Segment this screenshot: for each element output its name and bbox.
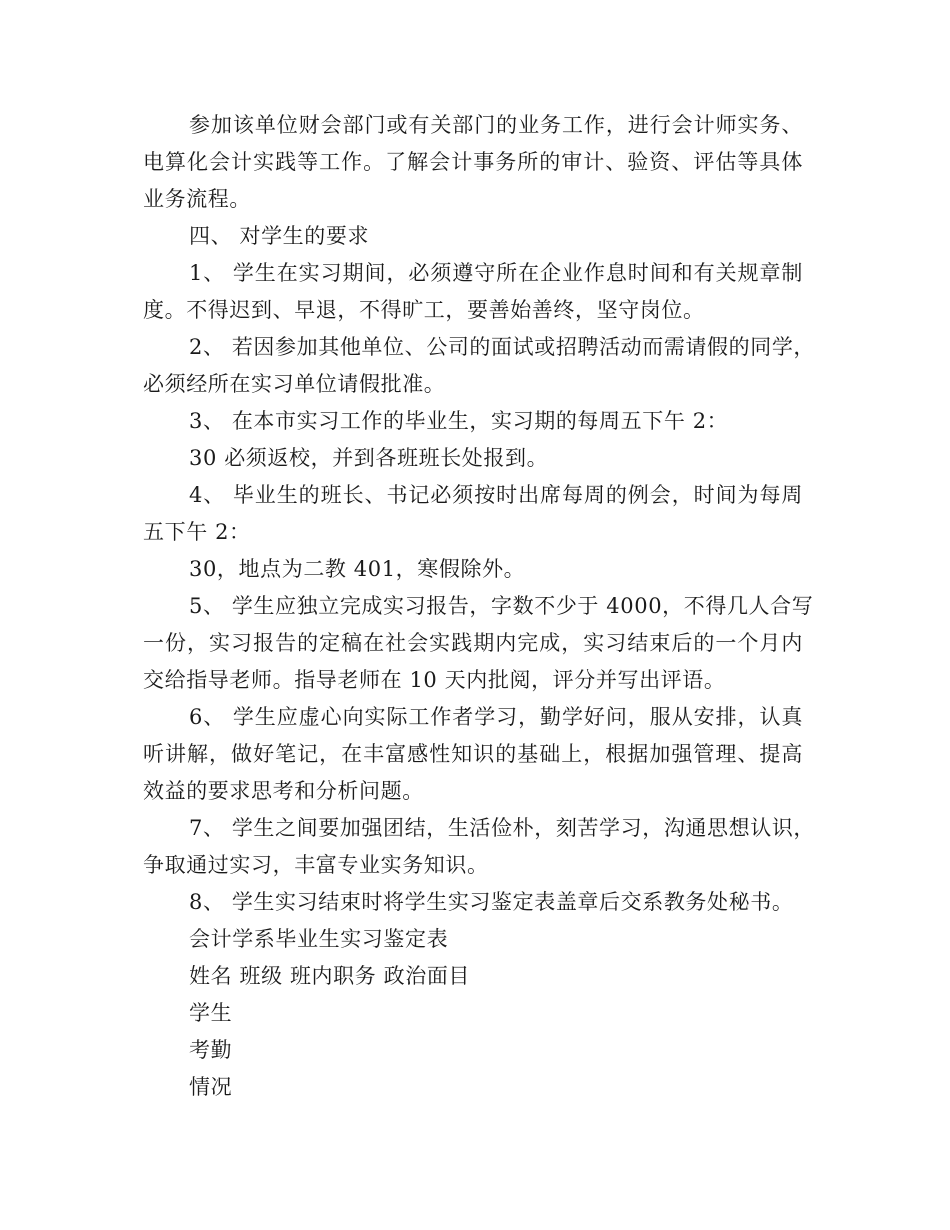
text-line: 2、 若因参加其他单位、公司的面试或招聘活动而需请假的同学， (189, 335, 816, 359)
text-line: 争取通过实习，丰富专业实务知识。 (143, 853, 489, 877)
text-line: 听讲解，做好笔记，在丰富感性知识的基础上，根据加强管理、提高 (143, 742, 803, 766)
text-line: 30 必须返校，并到各班班长处报到。 (189, 446, 549, 470)
text-line: 30，地点为二教 401，寒假除外。 (189, 557, 526, 581)
text-line: 7、 学生之间要加强团结，生活俭朴，刻苦学习，沟通思想认识， (189, 816, 816, 840)
text-line: 会计学系毕业生实习鉴定表 (189, 927, 449, 951)
text-line: 必须经所在实习单位请假批准。 (143, 372, 446, 396)
document-body (143, 107, 816, 1106)
text-line: 业务流程。 (143, 187, 251, 211)
text-line: 1、 学生在实习期间，必须遵守所在企业作息时间和有关规章制 (189, 261, 803, 285)
text-line: 情况 (189, 1075, 233, 1099)
text-line: 6、 学生应虚心向实际工作者学习，勤学好问，服从安排，认真 (189, 705, 803, 729)
text-line: 5、 学生应独立完成实习报告，字数不少于 4000，不得几人合写 (189, 594, 814, 618)
text-line: 四、 对学生的要求 (189, 224, 370, 248)
text-line: 3、 在本市实习工作的毕业生，实习期的每周五下午 2： (189, 409, 729, 433)
text-line: 4、 毕业生的班长、书记必须按时出席每周的例会，时间为每周 (189, 483, 803, 507)
text-line: 效益的要求思考和分析问题。 (143, 779, 424, 803)
text-line: 参加该单位财会部门或有关部门的业务工作，进行会计师实务、 (189, 113, 803, 137)
text-line: 交给指导老师。指导老师在 10 天内批阅，评分并写出评语。 (143, 668, 726, 692)
text-line: 五下午 2： (143, 520, 251, 544)
text-line: 一份，实习报告的定稿在社会实践期内完成，实习结束后的一个月内 (143, 631, 803, 655)
text-line: 电算化会计实践等工作。了解会计事务所的审计、验资、评估等具体 (143, 150, 803, 174)
text-line: 姓名 班级 班内职务 政治面目 (189, 964, 471, 988)
text-line: 度。不得迟到、早退，不得旷工，要善始善终，坚守岗位。 (143, 298, 705, 322)
text-line: 8、 学生实习结束时将学生实习鉴定表盖章后交系教务处秘书。 (189, 890, 794, 914)
text-line: 学生 (189, 1001, 233, 1025)
text-line: 考勤 (189, 1038, 233, 1062)
